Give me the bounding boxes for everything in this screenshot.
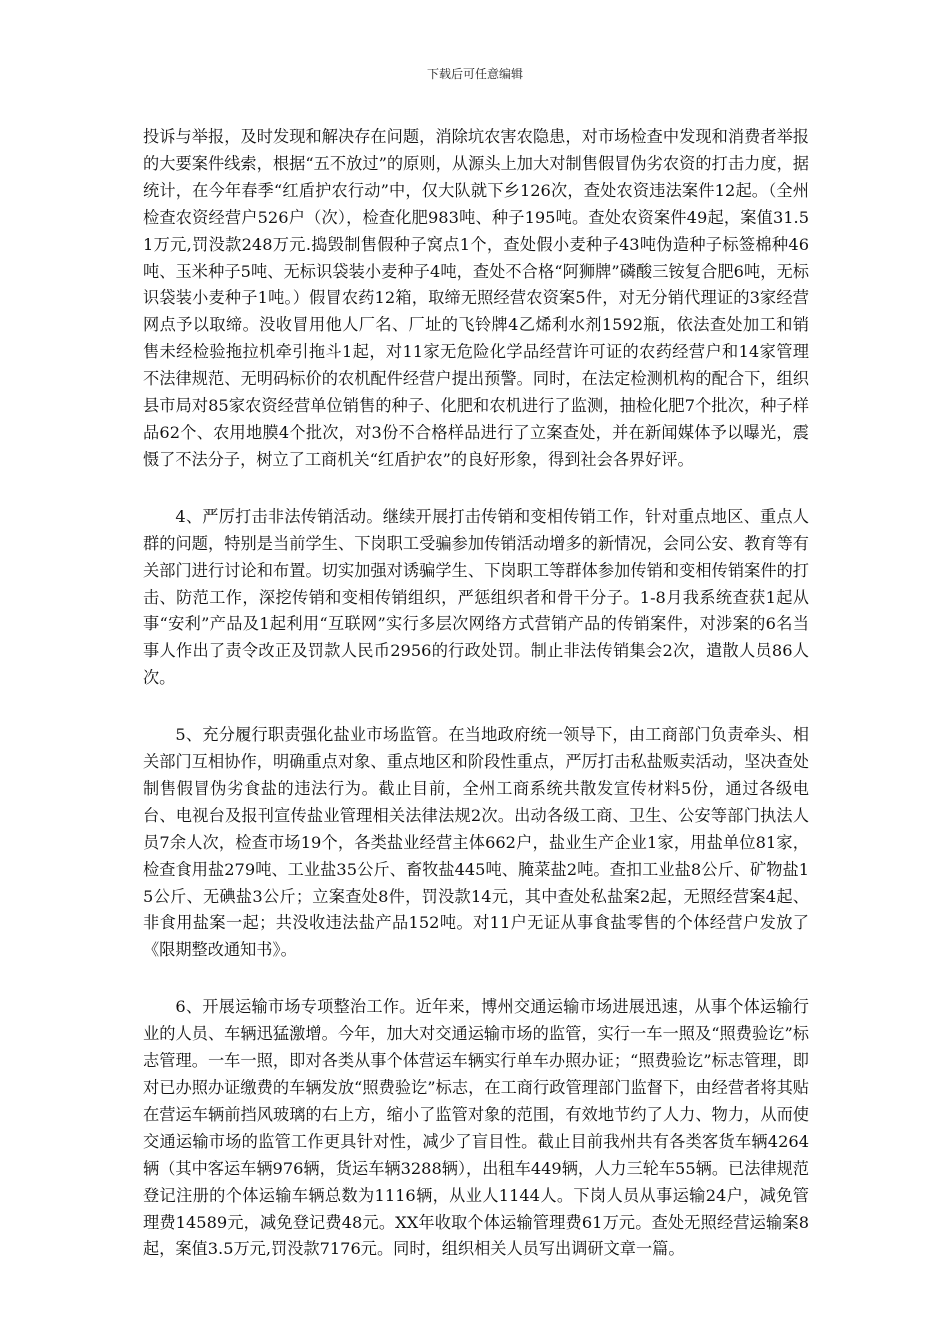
paragraph-transport-market: 6、开展运输市场专项整治工作。近年来，博州交通运输市场进展迅速，从事个体运输行业的人员、车辆迅猛激增。今年，加大对交通运输市场的监管，实行一车一照及“照费验讫”标志管理。一车一照，即对各类从事个体营运车辆实行单车办照办证；“照费验讫”标志管理，即对已办照办证缴费的车辆发放“照费验讫”标志，在工商行政管理部门监督下，由经营者将其贴在营运车辆前挡风玻璃的右上方，缩小了监管对象的范围，有效地节约了人力、物力，从而使交通运输市场的监管工作更具针对性，减少了盲目性。截止目前我州共有各类客货车辆4264辆（其中客运车辆976辆，货运车辆3288辆），出租车449辆，人力三轮车55辆。已法律规范登记注册的个体运输车辆总数为1116辆，从业人1144人。下岗人员从事运输24户，减免管理费14589元，减免登记费48元。XX年收取个体运输管理费61万元。查处无照经营运输案8起，案值3.5万元,罚没款7176元。同时，组织相关人员写出调研文章一篇。 bbox=[143, 997, 809, 1259]
paragraph-salt-market: 5、充分履行职责强化盐业市场监管。在当地政府统一领导下，由工商部门负责牵头、相关部门互相协作，明确重点对象、重点地区和阶段性重点，严厉打击私盐贩卖活动，坚决查处制售假冒伪劣食盐的违法行为。截止目前，全州工商系统共散发宣传材料5份，通过各级电台、电视台及报刊宣传盐业管理相关法律法规2次。出动各级工商、卫生、公安等部门执法人员7余人次，检查市场19个，各类盐业经营主体662户，盐业生产企业1家，用盐单位81家，检查食用盐279吨、工业盐35公斤、畜牧盐445吨、腌菜盐2吨。查扣工业盐8公斤、矿物盐15公斤、无碘盐3公斤；立案查处8件，罚没款14元，其中查处私盐案2起，无照经营案4起、非食用盐案一起；共没收违法盐产品152吨。对11户无证从事食盐零售的个体经营户发放了《限期整改通知书》。 bbox=[143, 725, 809, 960]
paragraph-pyramid-selling: 4、严厉打击非法传销活动。继续开展打击传销和变相传销工作，针对重点地区、重点人群的问题，特别是当前学生、下岗职工受骗参加传销活动增多的新情况，会同公安、教育等有关部门进行讨论和布置。切实加强对诱骗学生、下岗职工等群体参加传销和变相传销案件的打击、防范工作，深挖传销和变相传销组织，严惩组织者和骨干分子。1-8月我系统查获1起从事“安利”产品及1起利用“互联网”实行多层次网络方式营销产品的传销案件，对涉案的6名当事人作出了责令改正及罚款人民币2956的行政处罚。制止非法传销集会2次，遣散人员86人次。 bbox=[143, 506, 809, 688]
paragraph-farm-supplies-continuation: 投诉与举报，及时发现和解决存在问题，消除坑农害农隐患，对市场检查中发现和消费者举报的大要案件线索，根据“五不放过”的原则，从源头上加大对制售假冒伪劣农资的打击力度，据统计，在今年春季“红盾护农行动”中，仅大队就下乡126次，查处农资违法案件12起。（全州检查农资经营户526户（次），检查化肥983吨、种子195吨。查处农资案件49起，案值31.51万元,罚没款248万元.捣毁制售假种子窝点1个，查处假小麦种子43吨伪造种子标签棉种46吨、玉米种子5吨、无标识袋装小麦种子4吨，查处不合格“阿狮牌”磷酸三铵复合肥6吨，无标识袋装小麦种子1吨。）假冒农药12箱，取缔无照经营农资案5件，对无分销代理证的3家经营网点予以取缔。没收冒用他人厂名、厂址的飞铃牌4乙烯利水剂1592瓶，依法查处加工和销售未经检验拖拉机牵引拖斗1起，对11家无危险化学品经营许可证的农药经营户和14家管理不法律规范、无明码标价的农机配件经营户提出预警。同时，在法定检测机构的配合下，组织县市局对85家农资经营单位销售的种子、化肥和农机进行了监测，抽检化肥7个批次，种子样品62个、农用地膜4个批次，对3份不合格样品进行了立案查处，并在新闻媒体予以曝光，震慑了不法分子，树立了工商机关“红盾护农”的良好形象，得到社会各界好评。 bbox=[143, 127, 809, 469]
document-body bbox=[143, 124, 809, 1263]
page-header: 下载后可任意编辑 bbox=[426, 67, 523, 81]
